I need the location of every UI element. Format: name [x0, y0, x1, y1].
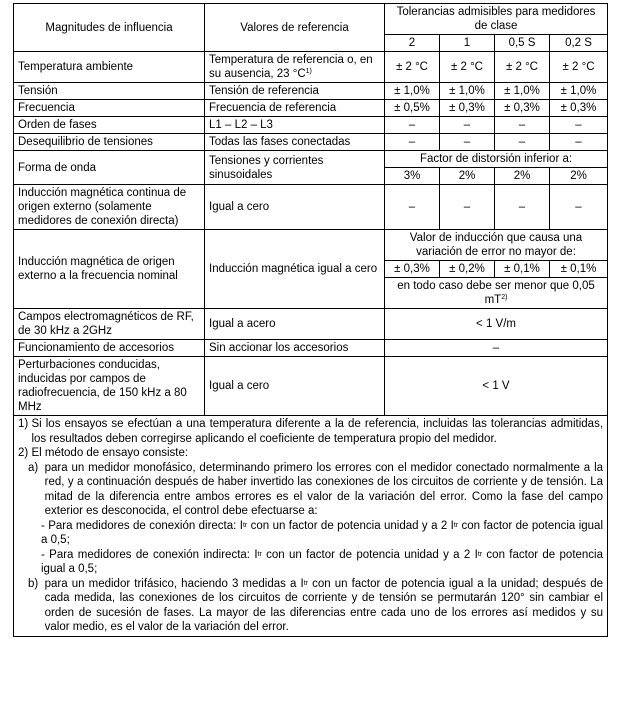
row-note: Factor de distorsión inferior a: [385, 151, 608, 168]
table-row [14, 52, 608, 83]
row-name: Perturbaciones conducidas, inducidas por campos de radiofrecuencia, de 150 kHz a 80 MHz [14, 357, 205, 416]
table-row [14, 230, 608, 261]
row-val: ± 0,3% [550, 100, 608, 117]
row-val: ± 2 °C [495, 52, 550, 83]
row-val: ± 0,1% [495, 261, 550, 278]
row-note: Valor de inducción que causa una variación de error no mayor de: [385, 230, 608, 261]
row-val: 2% [495, 168, 550, 185]
footnotes [14, 416, 608, 637]
row-name: Funcionamiento de accesorios [14, 340, 205, 357]
row-name: Orden de fases [14, 117, 205, 134]
row-ref: Inducción magnética igual a cero [205, 230, 385, 309]
row-ref: Temperatura de referencia o, en su ausencia, 23 $^\circ C^{1)}$ [205, 52, 385, 83]
footnote-2: 2) El método de ensayo consiste: [18, 447, 189, 459]
row-ref: Igual a cero [205, 185, 385, 230]
row-ref: Sin accionar los accesorios [205, 340, 385, 357]
row-val: 2% [440, 168, 495, 185]
row-val: ± 0,3% [495, 100, 550, 117]
row-val: – [385, 185, 440, 230]
row-val: ± 0,5% [385, 100, 440, 117]
table-row [14, 357, 608, 416]
row-val: ± 1,0% [495, 83, 550, 100]
footnote-1: 1) Si los ensayos se efectúan a una temperatura diferente a la de referencia, incluidas las tolerancias admitidas, los resultados deben corregirse aplicando el coeficiente de temperatura propio del medidor. [18, 418, 604, 445]
table-row [14, 83, 608, 100]
row-ref: Frecuencia de referencia [205, 100, 385, 117]
row-val: – [550, 117, 608, 134]
row-val: ± 2 °C [385, 52, 440, 83]
table-row [14, 134, 608, 151]
row-ref: Igual a acero [205, 309, 385, 340]
row-name: Inducción magnética de origen externo a la frecuencia nominal [14, 230, 205, 309]
row-val: ± 0,3% [385, 261, 440, 278]
row-val: 3% [385, 168, 440, 185]
row-name: Tensión [14, 83, 205, 100]
row-val: ± 2 °C [550, 52, 608, 83]
header-valores: Valores de referencia [205, 4, 385, 52]
row-name: Campos electromagnéticos de RF, de 30 kHz a 2GHz [14, 309, 205, 340]
row-val: – [495, 117, 550, 134]
row-name: Inducción magnética continua de origen externo (solamente medidores de conexión directa) [14, 185, 205, 230]
table-row [14, 151, 608, 168]
row-val: – [440, 185, 495, 230]
table-row [14, 309, 608, 340]
row-ref: Todas las fases conectadas [205, 134, 385, 151]
header-class-05s: 0,5 S [495, 35, 550, 52]
row-val: ± 0,1% [550, 261, 608, 278]
row-val: 2% [550, 168, 608, 185]
row-val: ± 0,3% [440, 100, 495, 117]
header-class-2: 2 [385, 35, 440, 52]
row-name: Frecuencia [14, 100, 205, 117]
row-name: Desequilibrio de tensiones [14, 134, 205, 151]
row-val: – [495, 185, 550, 230]
row-val: < 1 V [385, 357, 608, 416]
row-val: – [495, 134, 550, 151]
row-val: < 1 V/m [385, 309, 608, 340]
row-val: ± 1,0% [440, 83, 495, 100]
row-val: – [440, 134, 495, 151]
row-val: ± 1,0% [550, 83, 608, 100]
row-val: – [385, 134, 440, 151]
row-val: – [385, 117, 440, 134]
header-class-02s: 0,2 S [550, 35, 608, 52]
footnotes-row [14, 416, 608, 637]
row-val: ± 1,0% [385, 83, 440, 100]
table-row [14, 340, 608, 357]
table-row [14, 185, 608, 230]
row-val: ± 2 °C [440, 52, 495, 83]
row-name: Forma de onda [14, 151, 205, 185]
row-note: en todo caso debe ser menor que 0,05 $mT^{2)}$ [385, 278, 608, 309]
row-val: – [385, 340, 608, 357]
row-val: ± 0,2% [440, 261, 495, 278]
footnote-2a: a) para un medidor monofásico, determinando primero los errores con el medidor conectado normalmente a la red, y a continuación después de haber invertido las conexiones de los circuitos de corriente y de tensión. La mitad de la diferencia entre ambos errores es el valor de la variación del error. Como la fase del campo exterior es desconocida, el control debe efectuarse a: [28, 461, 604, 517]
table-row [14, 117, 608, 134]
footnote-2b: b) para un medidor trifásico, haciendo 3 medidas a Itr con un factor de potencia igual a la unidad; después de cada medida, las conexiones de los circuitos de corriente y de tensión se permutarán 120° sin cambiar el orden de sucesión de fases. La mayor de las diferencias entre cada uno de los errores así medidos y su valor medio, es el valor de la variación del error. [28, 577, 604, 633]
row-val: – [550, 134, 608, 151]
row-ref: Tensión de referencia [205, 83, 385, 100]
footnote-2a-indirect: - Para medidores de conexión indirecta: Itr con un factor de potencia unidad y a 2 Itr con factor de potencia igual a 0,5; [41, 548, 604, 575]
row-ref: Igual a cero [205, 357, 385, 416]
footnote-2a-direct: - Para medidores de conexión directa: Itr con un factor de potencia unidad y a 2 Itr con factor de potencia igual a 0,5; [41, 519, 604, 546]
row-ref: Tensiones y corrientes sinusoidales [205, 151, 385, 185]
header-class-1: 1 [440, 35, 495, 52]
row-name: Temperatura ambiente [14, 52, 205, 83]
row-val: – [440, 117, 495, 134]
header-tolerancias: Tolerancias admisibles para medidores de clase [385, 4, 608, 35]
header-magnitudes: Magnitudes de influencia [14, 4, 205, 52]
influence-table [13, 3, 608, 637]
row-val: – [550, 185, 608, 230]
table-row [14, 100, 608, 117]
row-ref: L1 – L2 – L3 [205, 117, 385, 134]
